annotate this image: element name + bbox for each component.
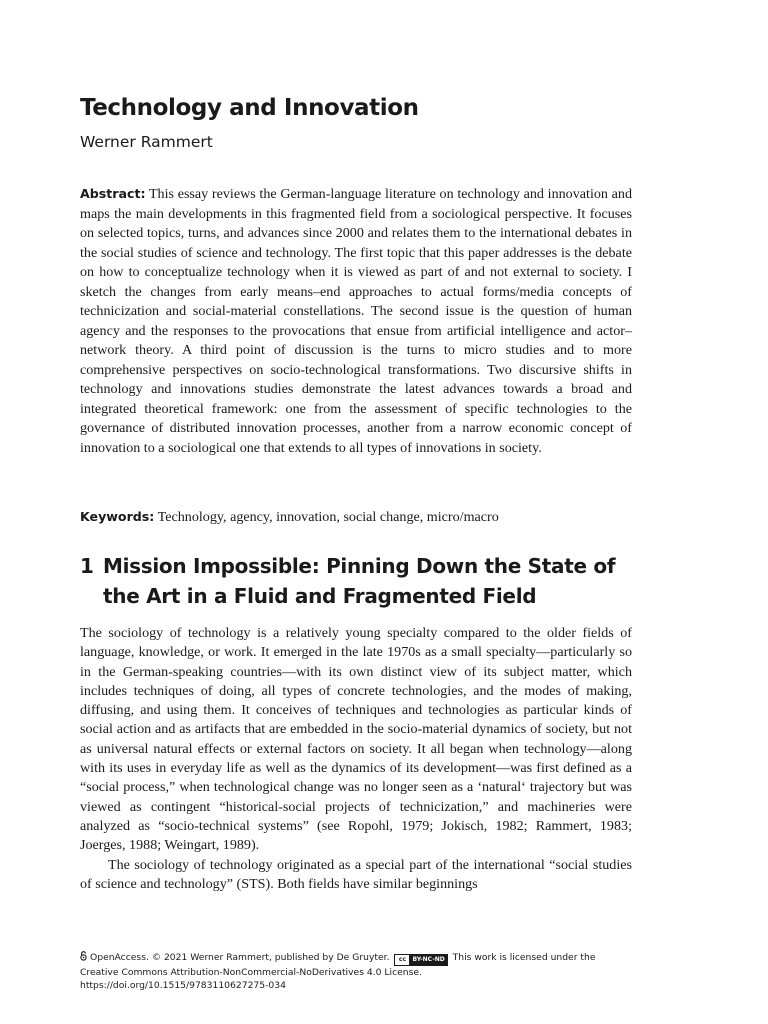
footer-license-start: This work is licensed under the xyxy=(452,952,596,963)
author-name: Werner Rammert xyxy=(80,133,213,151)
keywords xyxy=(80,507,632,528)
copyright-footer xyxy=(80,951,632,993)
abstract xyxy=(80,184,632,458)
section-title: Mission Impossible: Pinning Down the State of the Art in a Fluid and Fragmented Field xyxy=(103,554,616,608)
open-access-icon xyxy=(80,951,87,961)
body-paragraph: The sociology of technology originated as a special part of the international “social studies of science and technology” (STS). Both fields have similar beginnings xyxy=(80,856,632,892)
footer-license-name: Creative Commons Attribution-NonCommercial-NoDerivatives 4.0 License. xyxy=(80,967,422,978)
footer-line xyxy=(80,951,632,966)
abstract-text: This essay reviews the German-language literature on technology and innovation and maps the main developments in this fragmented field from a sociological perspective. It focuses on selected topics, turns, and advances since 2000 and relates them to the international debates in the social studies of science and technology. The first topic that this paper addresses is the debate on how to conceptualize technology when it is viewed as part of and not external to society. I sketch the changes from early means–end approaches to actual forms/media concepts of technicization and social-material constellations. The second issue is the question of human agency and the responses to the provocations that ensue from artificial intelligence and actor–network theory. A third point of discussion is the turns to micro studies and to more comprehensive perspectives on socio-technological transformations. Two discursive shifts in technology and innovations studies demonstrate the latest advances towards a broad and integrated theoretical framework: one from the assessment of specific technologies to the governance of distributed innovation processes, another from a narrow economic concept of innovation to a sociological one that extends to all types of innovations in society. xyxy=(80,186,632,456)
cc-license-badge xyxy=(394,954,447,966)
footer-copyright: OpenAccess. © 2021 Werner Rammert, published by De Gruyter. xyxy=(90,952,390,963)
section-number: 1 xyxy=(80,554,94,578)
license-badge-text: BY-NC-ND xyxy=(412,956,445,963)
keywords-text: Technology, agency, innovation, social change, micro/macro xyxy=(154,509,499,525)
creative-commons-icon: cc xyxy=(395,955,409,965)
keywords-label: Keywords: xyxy=(80,509,155,524)
body-text xyxy=(80,624,632,894)
body-paragraph: The sociology of technology is a relatively young specialty compared to the older fields of language, knowledge, or work. It emerged in the late 1970s as a small specialty—particularly so in the German-speaking countries—with its own distinct view of its subject matter, which includes techniques of doing, all types of concrete technologies, and the modes of making, diffusing, and using them. It conceives of techniques and technologies as particular kinds of social action and as artifacts that are embedded in the socio-material dynamics of society, but not as universal natural effects or external factors on society. It all began when technology—along with its uses in everyday life as well as the dynamics of its development—was first defined as a “social process,” when technological change was no longer seen as a ‘natural‘ trajectory but was viewed as contingent “historical-social projects of technicization,” and machineries were analyzed as “socio-technical systems” (see Ropohl, 1979; Jokisch, 1982; Rammert, 1983; Joerges, 1988; Weingart, 1989). xyxy=(80,625,632,854)
article-title: Technology and Innovation xyxy=(80,95,419,121)
abstract-label: Abstract: xyxy=(80,186,146,201)
section-heading xyxy=(80,551,632,611)
doi-link[interactable]: https://doi.org/10.1515/9783110627275-034 xyxy=(80,980,286,992)
